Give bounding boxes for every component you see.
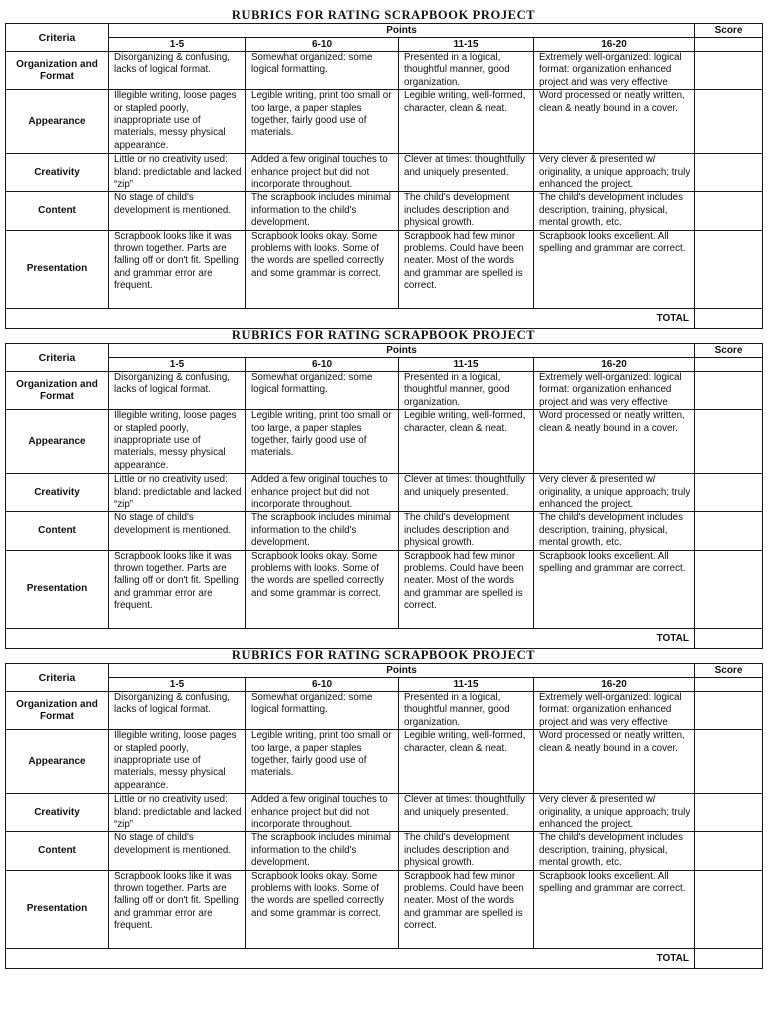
criterion-row — [6, 154, 763, 192]
descriptor-cell: Presented in a logical, thoughtful manner, good organization. — [399, 692, 534, 730]
descriptor-cell: Clever at times: thoughtfully and uniquely presented. — [399, 154, 534, 192]
descriptor-cell: Illegible writing, loose pages or stapled poorly, inappropriate use of materials, messy physical appearance. — [109, 410, 246, 474]
score-header: Score — [695, 344, 763, 358]
descriptor-cell: The child's development includes description and physical growth. — [399, 512, 534, 550]
score-cell[interactable] — [695, 678, 763, 692]
total-row — [6, 948, 763, 968]
descriptor-cell: No stage of child's development is mentioned. — [109, 192, 246, 230]
range-header: 16-20 — [534, 38, 695, 52]
criterion-row — [6, 230, 763, 308]
criterion-label: Organization and Format — [6, 692, 109, 730]
descriptor-cell: Very clever & presented w/ originality, a unique approach; truly enhanced the project. — [534, 154, 695, 192]
score-cell[interactable] — [695, 550, 763, 628]
score-header: Score — [695, 664, 763, 678]
total-label: TOTAL — [6, 628, 695, 648]
descriptor-cell: The child's development includes description, training, physical, mental growth, etc. — [534, 192, 695, 230]
range-header: 16-20 — [534, 678, 695, 692]
range-header: 11-15 — [399, 38, 534, 52]
criterion-row — [6, 730, 763, 794]
criterion-label: Content — [6, 192, 109, 230]
rubric-grid — [5, 663, 763, 969]
points-header: Points — [109, 24, 695, 38]
range-header: 1-5 — [109, 38, 246, 52]
descriptor-cell: Little or no creativity used: bland: predictable and lacked “zip” — [109, 474, 246, 512]
criterion-label: Appearance — [6, 410, 109, 474]
descriptor-cell: Little or no creativity used: bland: predictable and lacked “zip” — [109, 794, 246, 832]
score-cell[interactable] — [695, 832, 763, 870]
range-header: 1-5 — [109, 678, 246, 692]
total-score-cell[interactable] — [695, 628, 763, 648]
rubric-table-1 — [5, 8, 762, 329]
score-cell[interactable] — [695, 692, 763, 730]
descriptor-cell: Very clever & presented w/ originality, a unique approach; truly enhanced the project. — [534, 794, 695, 832]
descriptor-cell: Disorganizing & confusing, lacks of logical format. — [109, 692, 246, 730]
descriptor-cell: Added a few original touches to enhance project but did not incorporate throughout. — [246, 154, 399, 192]
descriptor-cell: Extremely well-organized: logical format: organization enhanced project and was very effective — [534, 52, 695, 90]
criterion-row — [6, 52, 763, 90]
criterion-label: Presentation — [6, 550, 109, 628]
descriptor-cell: Illegible writing, loose pages or stapled poorly, inappropriate use of materials, messy physical appearance. — [109, 730, 246, 794]
criterion-label: Content — [6, 512, 109, 550]
descriptor-cell: The scrapbook includes minimal information to the child's development. — [246, 192, 399, 230]
descriptor-cell: Legible writing, print too small or too large, a paper staples together, fairly good use of materials. — [246, 90, 399, 154]
total-score-cell[interactable] — [695, 948, 763, 968]
score-cell[interactable] — [695, 192, 763, 230]
descriptor-cell: Illegible writing, loose pages or stapled poorly, inappropriate use of materials, messy physical appearance. — [109, 90, 246, 154]
criterion-label: Appearance — [6, 90, 109, 154]
rubric-grid — [5, 23, 763, 329]
score-header: Score — [695, 24, 763, 38]
criterion-row — [6, 550, 763, 628]
descriptor-cell: Very clever & presented w/ originality, a unique approach; truly enhanced the project. — [534, 474, 695, 512]
score-cell[interactable] — [695, 512, 763, 550]
criteria-header: Criteria — [6, 344, 109, 372]
criterion-label: Creativity — [6, 154, 109, 192]
descriptor-cell: Clever at times: thoughtfully and uniquely presented. — [399, 794, 534, 832]
descriptor-cell: Scrapbook looks okay. Some problems with looks. Some of the words are spelled correctly and some grammar is correct. — [246, 550, 399, 628]
descriptor-cell: Scrapbook looks like it was thrown together. Parts are falling off or don't fit. Spelling and grammar error are frequent. — [109, 230, 246, 308]
descriptor-cell: The child's development includes description and physical growth. — [399, 832, 534, 870]
descriptor-cell: No stage of child's development is mentioned. — [109, 512, 246, 550]
score-cell[interactable] — [695, 794, 763, 832]
rubric-table-3 — [5, 648, 762, 969]
descriptor-cell: Disorganizing & confusing, lacks of logical format. — [109, 372, 246, 410]
descriptor-cell: Legible writing, print too small or too large, a paper staples together, fairly good use of materials. — [246, 410, 399, 474]
criterion-row — [6, 474, 763, 512]
rubric-title: RUBRICS FOR RATING SCRAPBOOK PROJECT — [231, 648, 536, 662]
total-label: TOTAL — [6, 308, 695, 328]
descriptor-cell: Scrapbook had few minor problems. Could have been neater. Most of the words and grammar are spelled is correct. — [399, 550, 534, 628]
score-cell[interactable] — [695, 38, 763, 52]
range-header: 6-10 — [246, 38, 399, 52]
descriptor-cell: The child's development includes description, training, physical, mental growth, etc. — [534, 832, 695, 870]
range-header: 6-10 — [246, 358, 399, 372]
criterion-row — [6, 372, 763, 410]
descriptor-cell: Scrapbook looks excellent. All spelling and grammar are correct. — [534, 870, 695, 948]
range-header: 6-10 — [246, 678, 399, 692]
descriptor-cell: No stage of child's development is mentioned. — [109, 832, 246, 870]
criterion-row — [6, 832, 763, 870]
rubric-title: RUBRICS FOR RATING SCRAPBOOK PROJECT — [231, 328, 536, 342]
criterion-label: Creativity — [6, 474, 109, 512]
criterion-label: Content — [6, 832, 109, 870]
score-cell[interactable] — [695, 730, 763, 794]
total-row — [6, 308, 763, 328]
rubric-table-2 — [5, 328, 762, 649]
criterion-label: Organization and Format — [6, 52, 109, 90]
score-cell[interactable] — [695, 230, 763, 308]
score-cell[interactable] — [695, 358, 763, 372]
range-header: 11-15 — [399, 678, 534, 692]
criterion-label: Organization and Format — [6, 372, 109, 410]
score-cell[interactable] — [695, 474, 763, 512]
descriptor-cell: Word processed or neatly written, clean & neatly bound in a cover. — [534, 90, 695, 154]
total-row — [6, 628, 763, 648]
criterion-row — [6, 512, 763, 550]
descriptor-cell: Disorganizing & confusing, lacks of logical format. — [109, 52, 246, 90]
descriptor-cell: Clever at times: thoughtfully and uniquely presented. — [399, 474, 534, 512]
score-cell[interactable] — [695, 410, 763, 474]
criterion-row — [6, 410, 763, 474]
criterion-row — [6, 692, 763, 730]
descriptor-cell: Scrapbook looks like it was thrown together. Parts are falling off or don't fit. Spelling and grammar error are frequent. — [109, 550, 246, 628]
descriptor-cell: Added a few original touches to enhance project but did not incorporate throughout. — [246, 474, 399, 512]
criterion-row — [6, 192, 763, 230]
descriptor-cell: The child's development includes description and physical growth. — [399, 192, 534, 230]
range-header: 11-15 — [399, 358, 534, 372]
descriptor-cell: Somewhat organized: some logical formatting. — [246, 372, 399, 410]
range-header: 16-20 — [534, 358, 695, 372]
criteria-header: Criteria — [6, 664, 109, 692]
criterion-row — [6, 794, 763, 832]
descriptor-cell: Word processed or neatly written, clean & neatly bound in a cover. — [534, 730, 695, 794]
descriptor-cell: Scrapbook looks like it was thrown together. Parts are falling off or don't fit. Spelling and grammar error are frequent. — [109, 870, 246, 948]
descriptor-cell: Legible writing, well-formed, character, clean & neat. — [399, 90, 534, 154]
score-cell[interactable] — [695, 52, 763, 90]
descriptor-cell: Somewhat organized: some logical formatting. — [246, 52, 399, 90]
descriptor-cell: Scrapbook looks okay. Some problems with looks. Some of the words are spelled correctly and some grammar is correct. — [246, 230, 399, 308]
rubric-title: RUBRICS FOR RATING SCRAPBOOK PROJECT — [231, 8, 536, 22]
descriptor-cell: Legible writing, print too small or too large, a paper staples together, fairly good use of materials. — [246, 730, 399, 794]
total-score-cell[interactable] — [695, 308, 763, 328]
criterion-row — [6, 90, 763, 154]
score-cell[interactable] — [695, 372, 763, 410]
total-label: TOTAL — [6, 948, 695, 968]
descriptor-cell: Added a few original touches to enhance project but did not incorporate throughout. — [246, 794, 399, 832]
descriptor-cell: Legible writing, well-formed, character, clean & neat. — [399, 410, 534, 474]
descriptor-cell: Word processed or neatly written, clean & neatly bound in a cover. — [534, 410, 695, 474]
descriptor-cell: Presented in a logical, thoughtful manner, good organization. — [399, 52, 534, 90]
descriptor-cell: Somewhat organized: some logical formatting. — [246, 692, 399, 730]
descriptor-cell: Presented in a logical, thoughtful manner, good organization. — [399, 372, 534, 410]
descriptor-cell: The scrapbook includes minimal information to the child's development. — [246, 512, 399, 550]
descriptor-cell: Extremely well-organized: logical format: organization enhanced project and was very effective — [534, 692, 695, 730]
score-cell[interactable] — [695, 870, 763, 948]
descriptor-cell: Scrapbook looks okay. Some problems with looks. Some of the words are spelled correctly and some grammar is correct. — [246, 870, 399, 948]
criterion-row — [6, 870, 763, 948]
criterion-label: Presentation — [6, 230, 109, 308]
descriptor-cell: Scrapbook had few minor problems. Could have been neater. Most of the words and grammar are spelled is correct. — [399, 870, 534, 948]
descriptor-cell: Extremely well-organized: logical format: organization enhanced project and was very effective — [534, 372, 695, 410]
criterion-label: Presentation — [6, 870, 109, 948]
descriptor-cell: Legible writing, well-formed, character, clean & neat. — [399, 730, 534, 794]
descriptor-cell: Scrapbook looks excellent. All spelling and grammar are correct. — [534, 230, 695, 308]
descriptor-cell: The scrapbook includes minimal information to the child's development. — [246, 832, 399, 870]
score-cell[interactable] — [695, 90, 763, 154]
descriptor-cell: Scrapbook looks excellent. All spelling and grammar are correct. — [534, 550, 695, 628]
descriptor-cell: Little or no creativity used: bland: predictable and lacked “zip” — [109, 154, 246, 192]
range-header: 1-5 — [109, 358, 246, 372]
criteria-header: Criteria — [6, 24, 109, 52]
points-header: Points — [109, 664, 695, 678]
score-cell[interactable] — [695, 154, 763, 192]
descriptor-cell: The child's development includes description, training, physical, mental growth, etc. — [534, 512, 695, 550]
criterion-label: Appearance — [6, 730, 109, 794]
rubric-grid — [5, 343, 763, 649]
criterion-label: Creativity — [6, 794, 109, 832]
descriptor-cell: Scrapbook had few minor problems. Could have been neater. Most of the words and grammar are spelled is correct. — [399, 230, 534, 308]
points-header: Points — [109, 344, 695, 358]
